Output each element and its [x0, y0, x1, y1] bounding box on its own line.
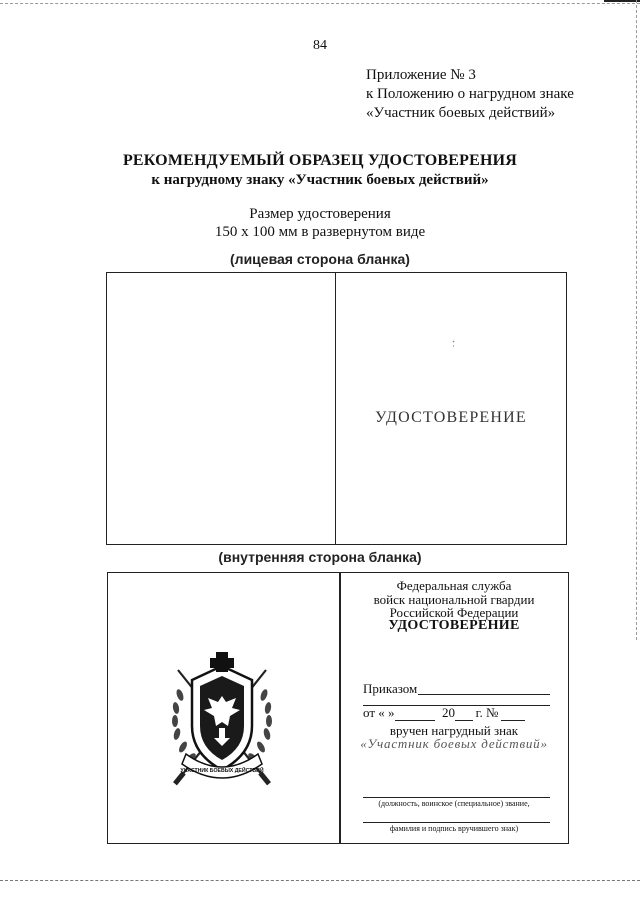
page-number: 84 — [313, 38, 327, 53]
appendix-line-2: к Положению о нагрудном знаке — [366, 86, 574, 102]
awarded-text: вручен нагрудный знак — [389, 723, 519, 738]
order-blank-line — [418, 694, 550, 695]
front-side-caption: (лицевая сторона бланка) — [230, 251, 410, 267]
name-caption: фамилия и подпись вручившего знак) — [389, 824, 519, 833]
front-cover-title: УДОСТОВЕРЕНИЕ — [375, 409, 527, 426]
date-month-blank — [395, 707, 435, 721]
size-label: Размер удостоверения — [249, 206, 391, 222]
order-label: Приказом — [363, 681, 418, 696]
org-line-1: Федеральная служба — [396, 578, 512, 593]
order-number-blank — [501, 707, 525, 721]
page-edge-corner — [604, 0, 640, 2]
national-guard-emblem-icon — [164, 650, 280, 790]
certificate-title: УДОСТОВЕРЕНИЕ — [388, 618, 520, 633]
org-line-2: войск национальной гвардии — [373, 592, 535, 607]
emblem-ribbon-text: УЧАСТНИК БОЕВЫХ ДЕЙСТВИЙ — [180, 768, 264, 774]
org-line-3: Российской Федерации — [389, 605, 519, 620]
page-edge-bottom — [0, 880, 640, 881]
inner-side-caption: (внутренняя сторона бланка) — [218, 549, 422, 565]
order-number-label: г. № — [475, 705, 499, 720]
date-year-prefix: 20 — [442, 705, 455, 720]
name-signature-line — [363, 822, 550, 823]
position-caption: (должность, воинское (специальное) звание, — [378, 799, 530, 808]
date-year-blank — [455, 707, 473, 721]
badge-name: «Участник боевых действий» — [360, 736, 548, 751]
appendix-note — [366, 66, 574, 123]
page-edge-right — [636, 0, 637, 640]
date-from-label: от « » — [363, 705, 395, 720]
page-edge-top — [0, 3, 640, 4]
scan-speck — [452, 340, 455, 348]
document-subtitle: к нагрудному знаку «Участник боевых действий» — [151, 172, 489, 188]
document-title: РЕКОМЕНДУЕМЫЙ ОБРАЗЕЦ УДОСТОВЕРЕНИЯ — [122, 152, 518, 169]
position-signature-line — [363, 797, 550, 798]
appendix-line-1: Приложение № 3 — [366, 67, 476, 83]
order-date-row — [363, 705, 525, 721]
size-value: 150 х 100 мм в развернутом виде — [214, 224, 426, 240]
appendix-line-3: «Участник боевых действий» — [366, 105, 556, 121]
front-left-panel — [106, 272, 336, 545]
